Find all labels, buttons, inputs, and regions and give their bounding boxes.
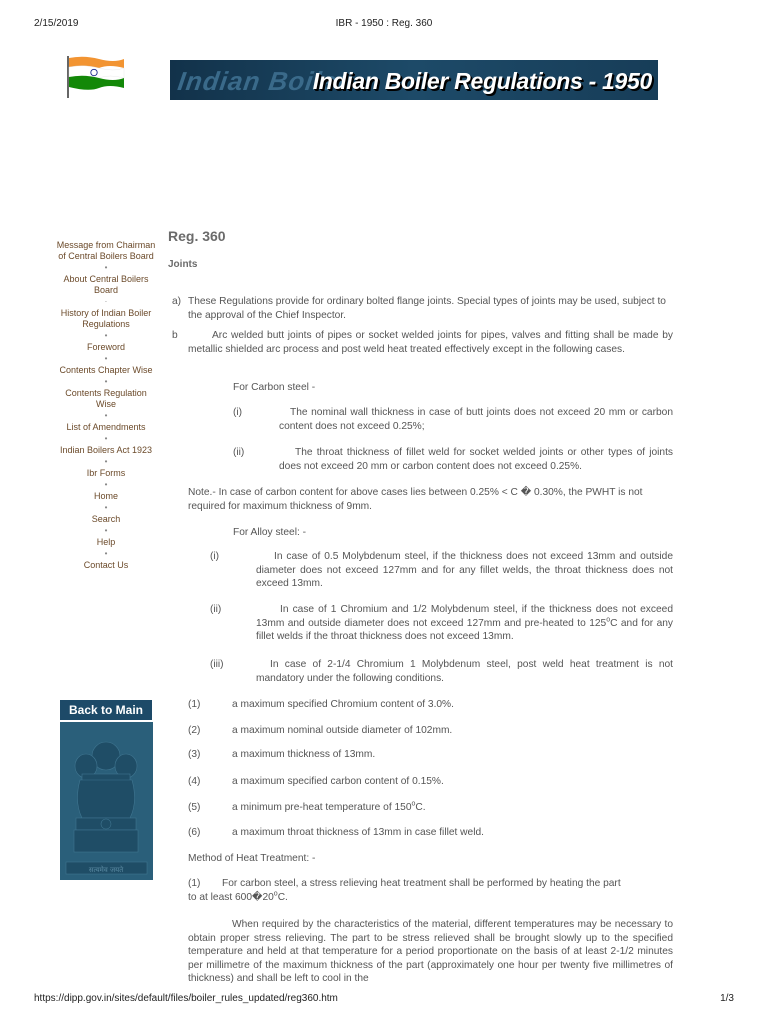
sidebar-item-home[interactable]: Home: [93, 491, 118, 501]
clause-marker: b: [172, 330, 178, 341]
nav-bullet: •: [104, 411, 108, 420]
item-marker: (i): [233, 407, 243, 418]
clause-marker: a): [172, 296, 182, 307]
sidebar-item-ibr-forms[interactable]: Ibr Forms: [86, 468, 126, 478]
nav-bullet: •: [104, 354, 108, 363]
condition-marker: (2): [188, 725, 201, 736]
item-marker: (ii): [233, 447, 245, 458]
sidebar-item-amendments[interactable]: List of Amendments: [66, 422, 146, 432]
print-date: 2/15/2019: [34, 18, 79, 29]
page-title: Reg. 360: [168, 228, 226, 244]
method-marker: (1): [188, 878, 201, 889]
item-marker: (iii): [210, 659, 224, 670]
stress-relief-paragraph: When required by the characteristics of the material, different temperatures may be necessary to obtain proper stress relieving. The part to be stress relieved shall be brought slowly up to the specified temperature and held at that temperature for a period proportionate on the basis of at least 2-1/2 minutes per millimetre of the maximum thickness of the part (approximately one hour per twenty five millimetres of thickness) and shall be left to cool in the: [188, 919, 673, 984]
condition-text: a minimum pre-heat temperature of 150: [232, 802, 412, 813]
banner-title: Indian Boiler Regulations - 1950: [312, 68, 652, 94]
degree-sup: o: [606, 616, 611, 624]
sidebar-item-foreword[interactable]: Foreword: [86, 342, 125, 352]
alloy-item-3: In case of 2-1/4 Chromium 1 Molybdenum steel, post weld heat treatment is not mandatory under the following conditions.: [256, 659, 673, 684]
method-item-1-line1: For carbon steel, a stress relieving heat treatment shall be performed by heating the part: [222, 878, 621, 889]
nav-bullet: •: [104, 526, 108, 535]
print-url: https://dipp.gov.in/sites/default/files/boiler_rules_updated/reg360.htm: [34, 993, 338, 1004]
item-marker: (ii): [210, 604, 222, 615]
sidebar-item-search[interactable]: Search: [91, 514, 121, 524]
carbon-item-2: The throat thickness of fillet weld for socket welded joints or other types of joints does not exceed 20 mm or carbon content does not exceed 0.25%.: [279, 447, 673, 472]
condition-item: a maximum thickness of 13mm.: [232, 749, 376, 760]
condition-item: a maximum nominal outside diameter of 102mm.: [232, 725, 453, 736]
degree-sup: o: [273, 890, 278, 898]
sidebar-item-contents-chapter[interactable]: Contents Chapter Wise: [59, 365, 153, 375]
print-title: IBR - 1950 : Reg. 360: [335, 18, 433, 29]
nav-bullet: •: [104, 377, 108, 386]
site-banner: [170, 60, 658, 100]
nav-bullet: •: [104, 457, 108, 466]
condition-item: a maximum specified carbon content of 0.15%.: [232, 776, 444, 787]
nav-bullet: •: [104, 503, 108, 512]
condition-unit: C.: [415, 802, 426, 813]
method-heading: Method of Heat Treatment: -: [188, 853, 316, 864]
alloy-item-2-rest: C and for any fillet welds if the throat thickness does not exceed 13mm.: [256, 617, 673, 642]
clause-a: These Regulations provide for ordinary bolted flange joints. Special types of joints may be used, subject to the approval of the Chief Inspector.: [188, 296, 666, 321]
sidebar-item-contents-regulation[interactable]: Contents Regulation Wise: [65, 388, 147, 409]
method-temp: to at least 600�20: [188, 892, 274, 903]
carbon-heading: For Carbon steel -: [233, 382, 316, 393]
nav-bullet: •: [104, 549, 108, 558]
alloy-item-1: In case of 0.5 Molybdenum steel, if the thickness does not exceed 13mm and outside diameter does not exceed 127mm and for any fillet welds, the throat thickness does not exceed 13mm.: [256, 551, 673, 589]
lion-capital-icon: [60, 722, 153, 880]
nav-bullet: •: [104, 331, 108, 340]
method-item-1-line2: [188, 891, 673, 905]
condition-marker: (6): [188, 827, 201, 838]
method-unit: C.: [277, 892, 288, 903]
condition-item: a maximum specified Chromium content of 3.0%.: [232, 699, 454, 710]
sidebar-item-chairman-message[interactable]: Message from Chairman of Central Boilers Board: [56, 240, 156, 261]
section-heading: Joints: [168, 258, 198, 270]
alloy-item-2-text: In case of 1 Chromium and 1/2 Molybdenum steel, if the thickness does not exceed 13mm and outside diameter does not exceed 127mm and pre-heated to: [256, 604, 673, 629]
condition-item: a maximum throat thickness of 13mm in case fillet weld.: [232, 827, 484, 838]
indian-flag-icon: [64, 54, 126, 98]
nav-bullet: ·: [104, 297, 108, 306]
sidebar-nav: [56, 240, 156, 571]
print-page-number: 1/3: [720, 993, 734, 1004]
sidebar-item-history[interactable]: History of Indian Boiler Regulations: [60, 308, 152, 329]
condition-marker: (4): [188, 776, 201, 787]
sidebar-item-contact[interactable]: Contact Us: [83, 560, 129, 570]
degree-sup: o: [411, 800, 416, 808]
nav-bullet: •: [104, 480, 108, 489]
condition-marker: (3): [188, 749, 201, 760]
sidebar-item-boilers-act[interactable]: Indian Boilers Act 1923: [59, 445, 153, 455]
carbon-item-1: The nominal wall thickness in case of butt joints does not exceed 20 mm or carbon content does not exceed 0.25%;: [279, 407, 673, 432]
emblem-caption: सत्यमेव जयते: [88, 866, 124, 874]
sidebar-item-help[interactable]: Help: [96, 537, 116, 547]
back-to-main-button[interactable]: Back to Main: [60, 700, 152, 720]
clause-b: Arc welded butt joints of pipes or socket welded joints for pipes, valves and fitting shall be made by metallic shielded arc process and post weld heat treated effectively except in the following cases.: [188, 330, 673, 355]
nav-bullet: •: [104, 434, 108, 443]
banner-ghost-text: Indian Boiler: [175, 66, 351, 96]
regulation-content: [168, 228, 673, 984]
nav-bullet: •: [104, 263, 108, 272]
condition-marker: (5): [188, 802, 201, 813]
sidebar-item-about-cbb[interactable]: About Central Boilers Board: [63, 274, 149, 295]
item-marker: (i): [210, 551, 220, 562]
condition-item: [232, 801, 426, 815]
condition-marker: (1): [188, 699, 201, 710]
alloy-item-2: [256, 603, 673, 644]
alloy-item-2-temp: 125: [589, 617, 607, 629]
state-emblem-image: [60, 722, 153, 880]
alloy-heading: For Alloy steel: -: [233, 527, 307, 538]
note-paragraph: Note.- In case of carbon content for above cases lies between 0.25% < C � 0.30%, the PWHT is not required for maximum thickness of 9mm.: [188, 487, 643, 512]
